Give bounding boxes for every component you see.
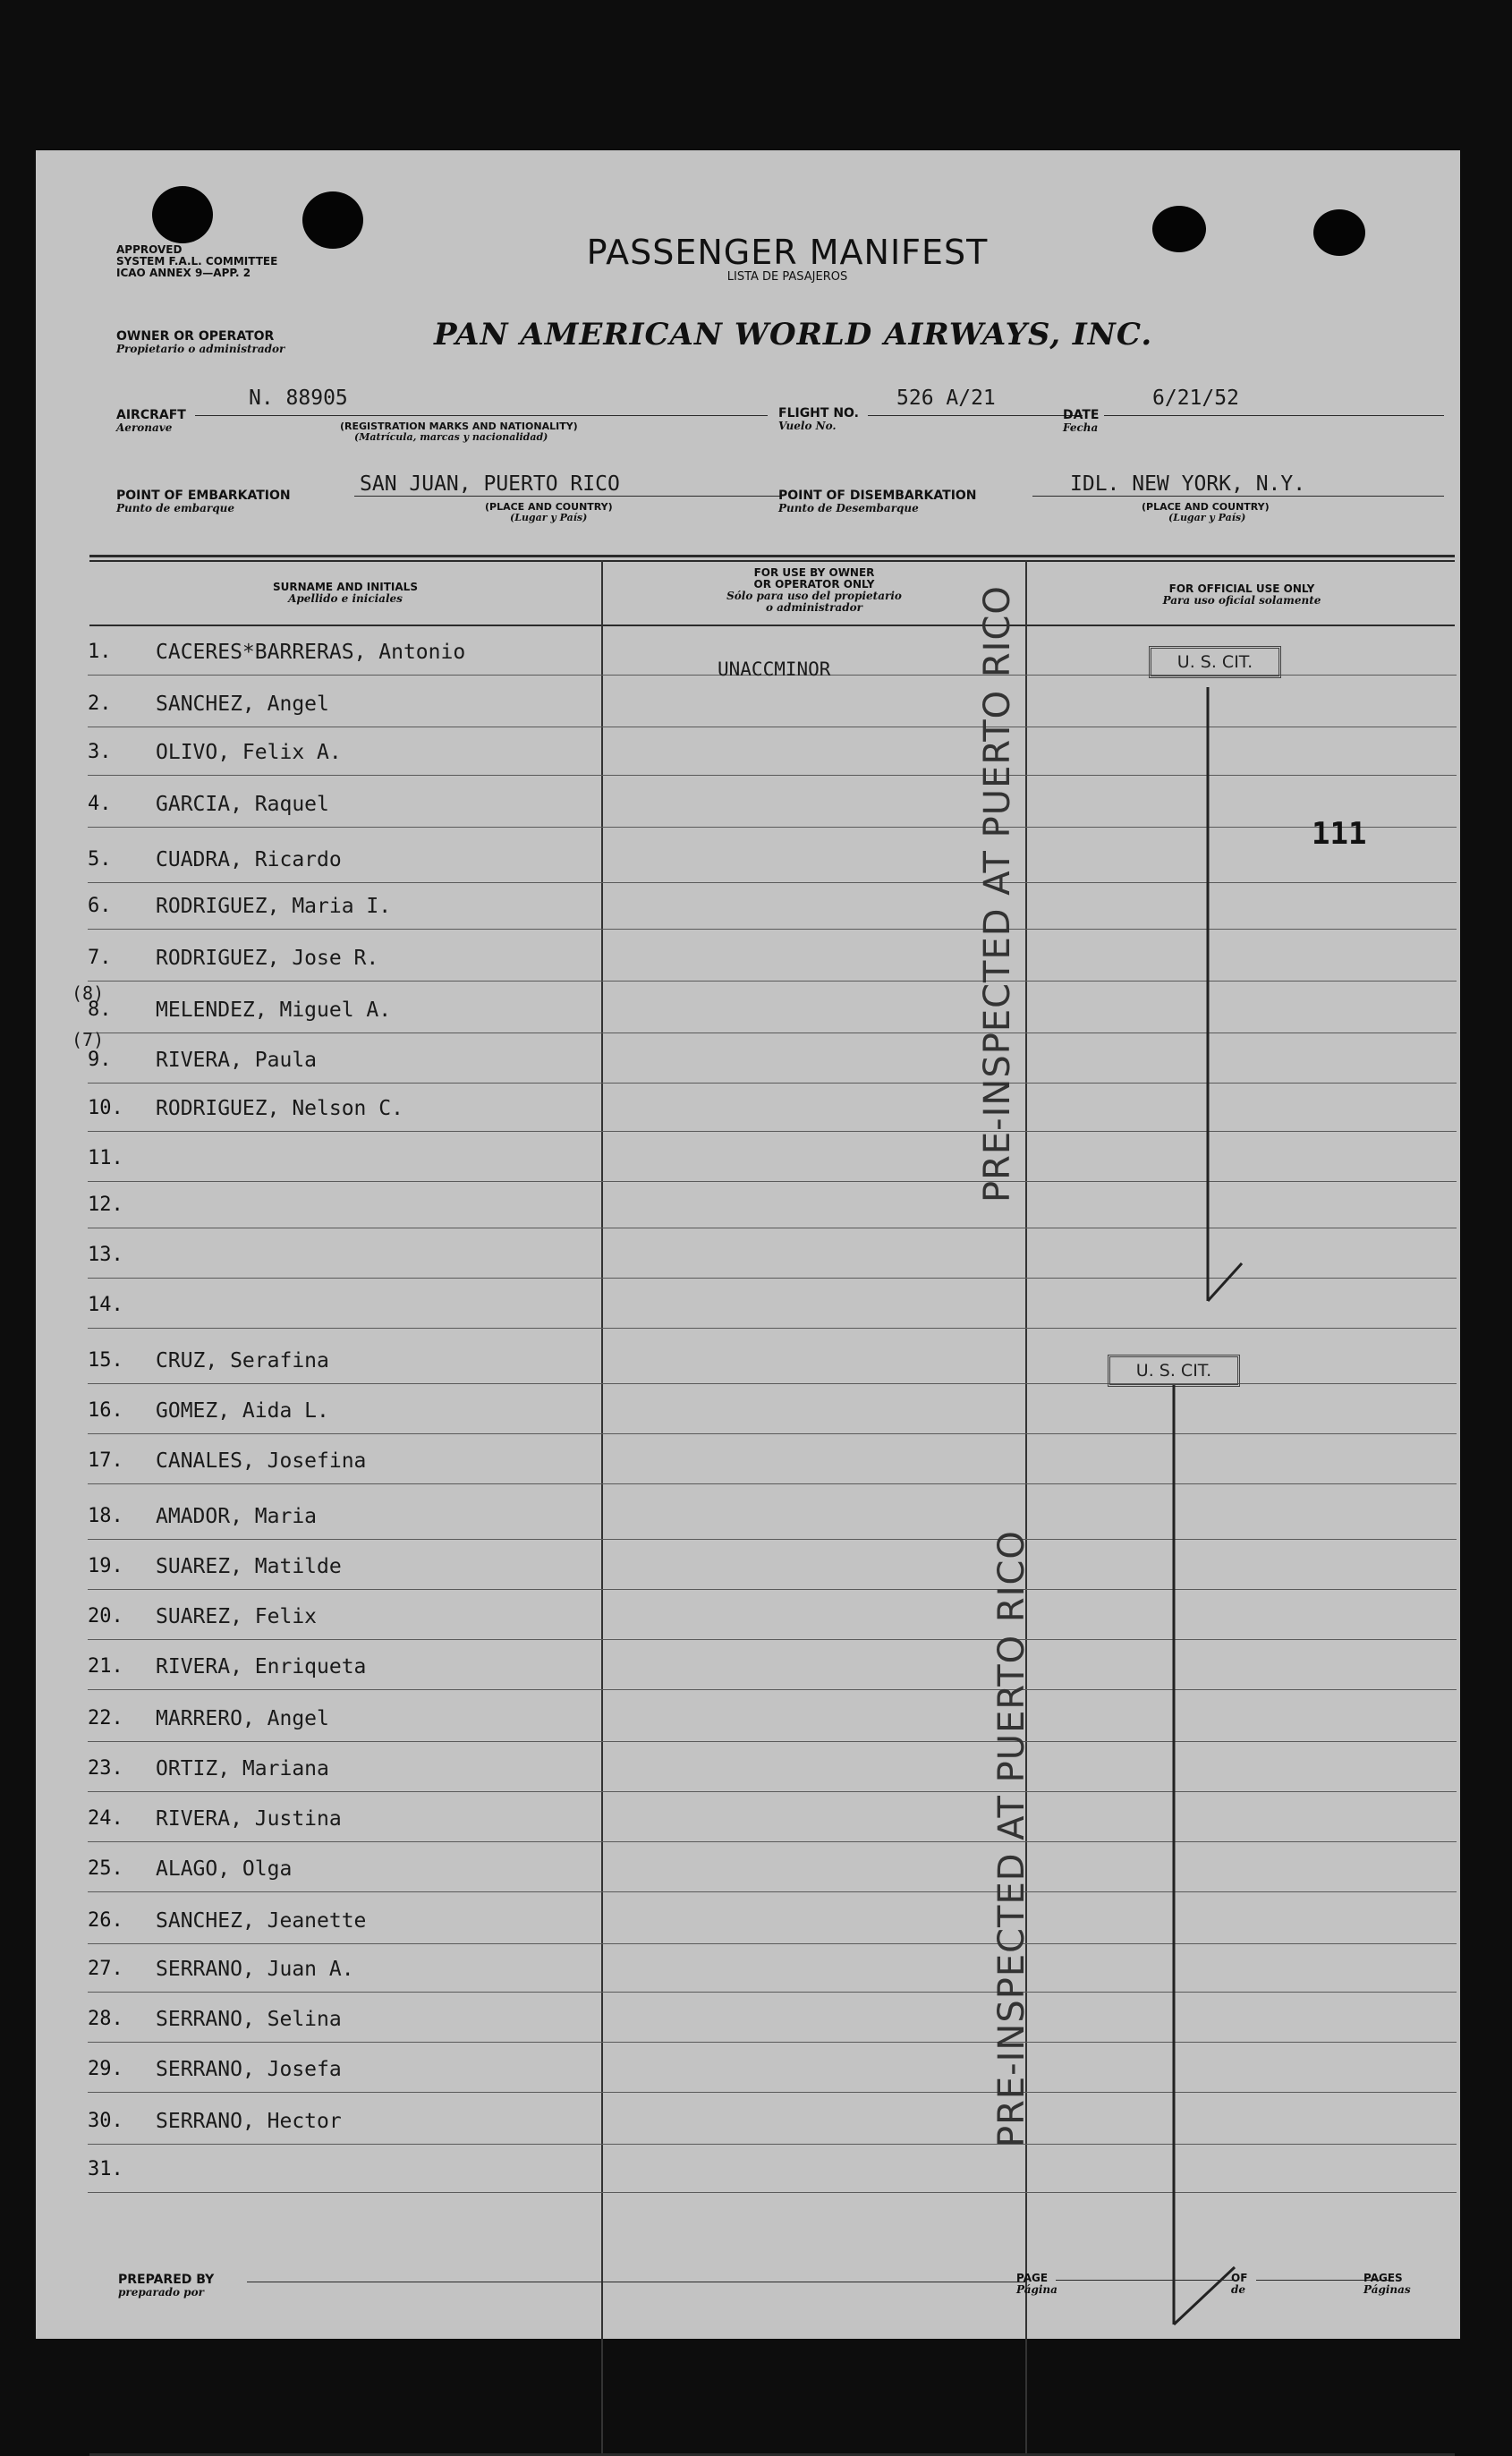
punch-hole — [302, 191, 363, 249]
preinspected-stamp: PRE-INSPECTED AT PUERTO RICO — [977, 585, 1018, 1203]
passenger-name: SANCHEZ, Angel — [156, 693, 329, 716]
owner-label: OWNER OR OPERATOR — [116, 329, 275, 344]
disembark-label-es: Punto de Desembarque — [778, 502, 919, 514]
passenger-number: 10. — [88, 1097, 123, 1119]
passenger-number: 30. — [88, 2110, 123, 2132]
approval-line: ICAO ANNEX 9—APP. 2 — [116, 267, 251, 279]
passenger-number: 11. — [88, 1147, 123, 1169]
title-block — [501, 233, 1074, 284]
passenger-number: 16. — [88, 1399, 123, 1422]
passenger-name: GARCIA, Raquel — [156, 793, 329, 816]
place-note-es-2: (Lugar y País) — [1168, 512, 1246, 523]
passenger-name: SERRANO, Selina — [156, 2008, 342, 2031]
col2-header — [603, 567, 1025, 614]
owner-value: PAN AMERICAN WORLD AIRWAYS, INC. — [434, 317, 1153, 353]
col1-header-en: SURNAME AND INITIALS — [273, 581, 418, 593]
us-cit-stamp: U. S. CIT. — [1149, 646, 1281, 678]
punch-hole — [1152, 206, 1206, 252]
col1-header — [89, 582, 601, 605]
prepared-label-es: preparado por — [118, 2286, 204, 2299]
passenger-number: 24. — [88, 1807, 123, 1830]
passenger-number: 18. — [88, 1505, 123, 1527]
passenger-number: 8. — [88, 999, 112, 1021]
col3-header-en: FOR OFFICIAL USE ONLY — [1168, 582, 1315, 595]
owner-note: UNACCMINOR — [718, 659, 831, 680]
passenger-name: GOMEZ, Aida L. — [156, 1399, 329, 1423]
passenger-name: CUADRA, Ricardo — [156, 848, 342, 871]
margin-mark: (8) — [72, 982, 105, 1004]
aircraft-label-es: Aeronave — [116, 421, 173, 434]
col3-header — [1027, 583, 1457, 607]
aircraft-value: N. 88905 — [249, 387, 348, 410]
margin-mark: (7) — [72, 1029, 105, 1050]
place-note-es: (Lugar y País) — [510, 512, 588, 523]
flight-value: 526 A/21 — [896, 387, 996, 410]
col3-header-es: Para uso oficial solamente — [1162, 594, 1321, 607]
passenger-number: 19. — [88, 1555, 123, 1577]
passenger-number: 7. — [88, 947, 112, 969]
owner-label-es: Propietario o administrador — [116, 343, 285, 355]
passenger-number: 22. — [88, 1707, 123, 1729]
embark-value: SAN JUAN, PUERTO RICO — [360, 472, 620, 496]
passenger-name: SANCHEZ, Jeanette — [156, 1909, 367, 1933]
registration-note-es: (Matrícula, marcas y nacionalidad) — [354, 431, 548, 443]
col2-header-line: FOR USE BY OWNER — [753, 566, 875, 579]
passenger-number: 6. — [88, 895, 112, 917]
passenger-name: SUAREZ, Matilde — [156, 1555, 342, 1578]
passenger-name: ALAGO, Olga — [156, 1857, 293, 1881]
passenger-name: RODRIGUEZ, Maria I. — [156, 895, 392, 918]
col2-header-es-line: o administrador — [766, 601, 862, 614]
passenger-number: 12. — [88, 1194, 123, 1216]
disembark-value: IDL. NEW YORK, N.Y. — [1070, 472, 1306, 496]
passenger-number: 9. — [88, 1049, 112, 1071]
preinspected-stamp: PRE-INSPECTED AT PUERTO RICO — [991, 1530, 1032, 2147]
passenger-name: SERRANO, Hector — [156, 2110, 342, 2133]
passenger-name: RIVERA, Justina — [156, 1807, 342, 1831]
passenger-name: RIVERA, Paula — [156, 1049, 318, 1072]
embark-label: POINT OF EMBARKATION — [116, 489, 291, 503]
passenger-name: MARRERO, Angel — [156, 1707, 329, 1730]
passenger-name: SUAREZ, Felix — [156, 1605, 318, 1628]
passenger-number: 14. — [88, 1294, 123, 1316]
col2-header-line: OR OPERATOR ONLY — [753, 578, 875, 591]
passenger-name: ORTIZ, Mariana — [156, 1757, 329, 1780]
passenger-number: 1. — [88, 641, 112, 663]
passenger-number: 27. — [88, 1958, 123, 1980]
us-cit-stamp: U. S. CIT. — [1108, 1355, 1240, 1387]
passenger-name: AMADOR, Maria — [156, 1505, 318, 1528]
passenger-number: 26. — [88, 1909, 123, 1932]
passenger-name: RIVERA, Enriqueta — [156, 1655, 367, 1678]
embark-label-es: Punto de embarque — [116, 502, 234, 514]
passenger-name: SERRANO, Juan A. — [156, 1958, 354, 1981]
approval-line: SYSTEM F.A.L. COMMITTEE — [116, 255, 278, 268]
flight-label: FLIGHT NO. — [778, 406, 859, 421]
page-label-es: Página — [1016, 2283, 1058, 2296]
of-label-es: de — [1231, 2283, 1246, 2296]
passenger-number: 3. — [88, 741, 112, 763]
passenger-number: 28. — [88, 2008, 123, 2030]
aircraft-label: AIRCRAFT — [116, 408, 186, 422]
passenger-name: OLIVO, Felix A. — [156, 741, 342, 764]
passenger-name: CACERES*BARRERAS, Antonio — [156, 641, 466, 664]
date-label-es: Fecha — [1063, 421, 1099, 434]
pages-label: PAGES — [1363, 2272, 1403, 2284]
passenger-name: CRUZ, Serafina — [156, 1349, 329, 1372]
passenger-number: 25. — [88, 1857, 123, 1880]
punch-hole — [152, 186, 213, 243]
manifest-sheet — [36, 150, 1460, 2339]
passenger-name: SERRANO, Josefa — [156, 2058, 342, 2081]
col1-header-es: Apellido e iniciales — [288, 592, 403, 605]
col2-header-es-line: Sólo para uso del propietario — [726, 590, 902, 602]
prepared-label: PREPARED BY — [118, 2273, 215, 2287]
passenger-name: RODRIGUEZ, Jose R. — [156, 947, 379, 970]
registration-note: (REGISTRATION MARKS AND NATIONALITY) — [340, 421, 578, 432]
place-note-2: (PLACE AND COUNTRY) — [1142, 501, 1270, 513]
approval-line: APPROVED — [116, 243, 183, 256]
passenger-number: 2. — [88, 693, 112, 715]
official-bracket-lines — [1020, 669, 1378, 2369]
date-value: 6/21/52 — [1152, 387, 1239, 410]
passenger-name: MELENDEZ, Miguel A. — [156, 999, 392, 1022]
passenger-number: 20. — [88, 1605, 123, 1627]
passenger-number: 17. — [88, 1449, 123, 1472]
pages-label-es: Páginas — [1363, 2283, 1411, 2296]
date-label: DATE — [1063, 408, 1100, 422]
passenger-number: 31. — [88, 2158, 123, 2180]
passenger-name: CANALES, Josefina — [156, 1449, 367, 1473]
approval-block — [116, 244, 331, 279]
passenger-number: 23. — [88, 1757, 123, 1780]
punch-hole — [1313, 209, 1365, 256]
passenger-number: 15. — [88, 1349, 123, 1372]
page-label: PAGE — [1016, 2272, 1049, 2284]
of-label: OF — [1231, 2272, 1248, 2284]
passenger-number: 21. — [88, 1655, 123, 1678]
passenger-number: 5. — [88, 848, 112, 871]
passenger-name: RODRIGUEZ, Nelson C. — [156, 1097, 403, 1120]
page-subtitle: LISTA DE PASAJEROS — [726, 270, 848, 284]
passenger-number: 13. — [88, 1244, 123, 1266]
passenger-number: 4. — [88, 793, 112, 815]
disembark-label: POINT OF DISEMBARKATION — [778, 489, 977, 503]
handwritten-count: 111 — [1312, 816, 1367, 852]
flight-label-es: Vuelo No. — [778, 420, 837, 432]
place-note: (PLACE AND COUNTRY) — [485, 501, 613, 513]
page-title: PASSENGER MANIFEST — [586, 233, 989, 272]
passenger-number: 29. — [88, 2058, 123, 2080]
